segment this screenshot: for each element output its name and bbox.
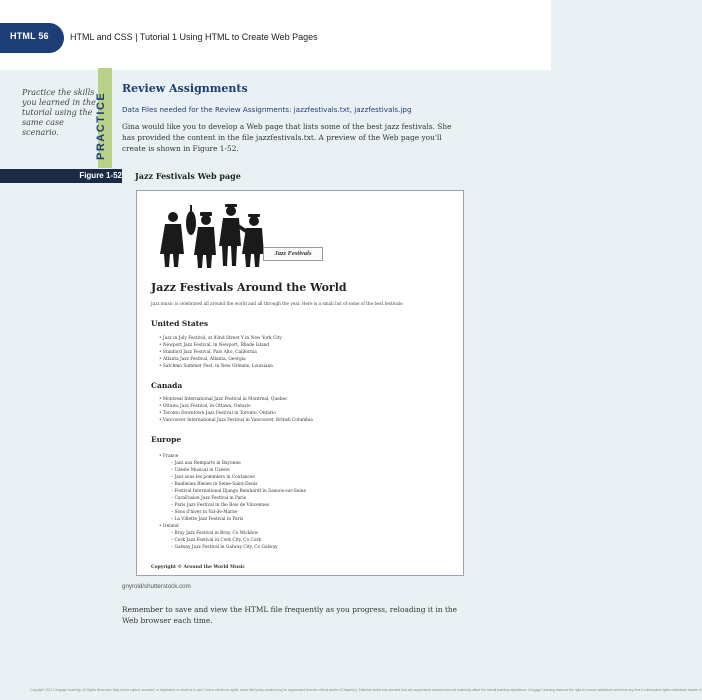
jazz-banner-image [151,201,347,271]
us-festival-list [159,335,282,370]
list-item: – Cork Jazz Festival in Cork City, Co Cork [171,537,306,544]
figure-caption: Jazz Festivals Web page [135,171,241,181]
list-item: – La Villette Jazz Festival in Paris [171,516,306,523]
list-item: • Montreal International Jazz Festival in Montreal, Quebec [159,396,313,403]
list-item: • Ottawa Jazz Festival, in Ottawa, Ontario [159,403,313,410]
figure-number-bar [0,169,128,183]
ireland-festival-list [159,530,306,551]
list-item: • Satchmo Summer Fest, in New Orleans, Louisiana [159,363,282,370]
closing-note: Remember to save and view the HTML file frequently as you progress, reloading it in the Web browser each time. [122,605,458,625]
list-item: – Galway Jazz Festival in Galway City, Co Galway [171,544,306,551]
figure-number: Figure 1-52 [79,171,122,180]
list-item: – Uzeste Musical in Uzeste [171,467,306,474]
list-item: – Jazz sous les pommiers in Coutances [171,474,306,481]
list-item: • Vancouver International Jazz Festival in Vancouver, British Columbia [159,417,313,424]
list-item: – Bray Jazz Festival in Bray, Co Wicklow [171,530,306,537]
page-number: HTML 56 [10,31,49,41]
section-heading-us: United States [151,319,209,328]
section-heading-canada: Canada [151,381,183,390]
list-item: • Stanford Jazz Festival, Palo Alto, California [159,349,282,356]
figure-copyright: Copyright © Around the World Music [151,565,246,570]
practice-label: PRACTICE [95,91,107,160]
running-head: HTML and CSS | Tutorial 1 Using HTML to Create Web Pages [70,32,318,42]
europe-festival-list [159,453,306,551]
banner-label: Jazz Festivals [263,247,323,261]
list-item: – CaraFusion Jazz Festival in Paris [171,495,306,502]
page-number-tab [0,23,64,53]
group-label: Ireland [162,524,179,529]
image-credit: gnyrold/shutterstock.com [122,583,191,590]
page-header [0,0,551,70]
list-item: • Toronto Downtown Jazz Festival in Toronto, Ontario [159,410,313,417]
list-item: – Festival International Django Reinhardt in Samois-sur-Seine [171,488,306,495]
list-item: • Jazz in July Festival, at 92nd Street Y in New York City [159,335,282,342]
list-item: • Newport Jazz Festival, in Newport, Rhode Island [159,342,282,349]
list-item: – Jazz aux Remparts in Bayonne [171,460,306,467]
group-label: France [162,454,179,459]
review-title: Review Assignments [122,82,248,95]
figure-preview [136,190,464,576]
figure-intro: Jazz music is celebrated all around the world and all through the year. Here is a small list of some of the best festivals: [151,301,404,306]
list-item-ireland [159,523,306,551]
assignment-intro: Gina would like you to develop a Web page that lists some of the best jazz festivals. She has provided the content in the file jazzfestivals.txt. A preview of the Web page you'll create is shown in Figure 1-52. [122,122,452,153]
list-item: – Paris Jazz Festival in the Bois de Vincennes [171,502,306,509]
copyright-footer: Copyright 2012 Cengage Learning. All Rights Reserved. May not be copied, scanned, or duplicated, in whole or in part. Due to electronic rights, some third party content may be suppressed from the eBook and/or eChapter(s). Editorial review has deemed that any suppressed content does not materially affect the overall learning experience. Cengage Learning reserves the right to remove additional content at any time if subsequent rights restrictions require it. [30,688,702,692]
list-item: – Banlieues Bleues in Seine-Saint-Denis [171,481,306,488]
sidebar-note: Practice the skills you learned in the tutorial using the same case scenario. [22,88,96,137]
figure-heading: Jazz Festivals Around the World [151,281,347,294]
data-files-line: Data Files needed for the Review Assignments: jazzfestivals.txt, jazzfestivals.jpg [122,105,412,114]
section-heading-europe: Europe [151,435,182,444]
list-item: – Sons d'hiver in Val-de-Marne [171,509,306,516]
list-item-france [159,453,306,523]
list-item: • Atlanta Jazz Festival, Atlanta, Georgia [159,356,282,363]
france-festival-list [159,460,306,523]
figure-caption-chip [122,169,134,183]
canada-festival-list [159,396,313,424]
